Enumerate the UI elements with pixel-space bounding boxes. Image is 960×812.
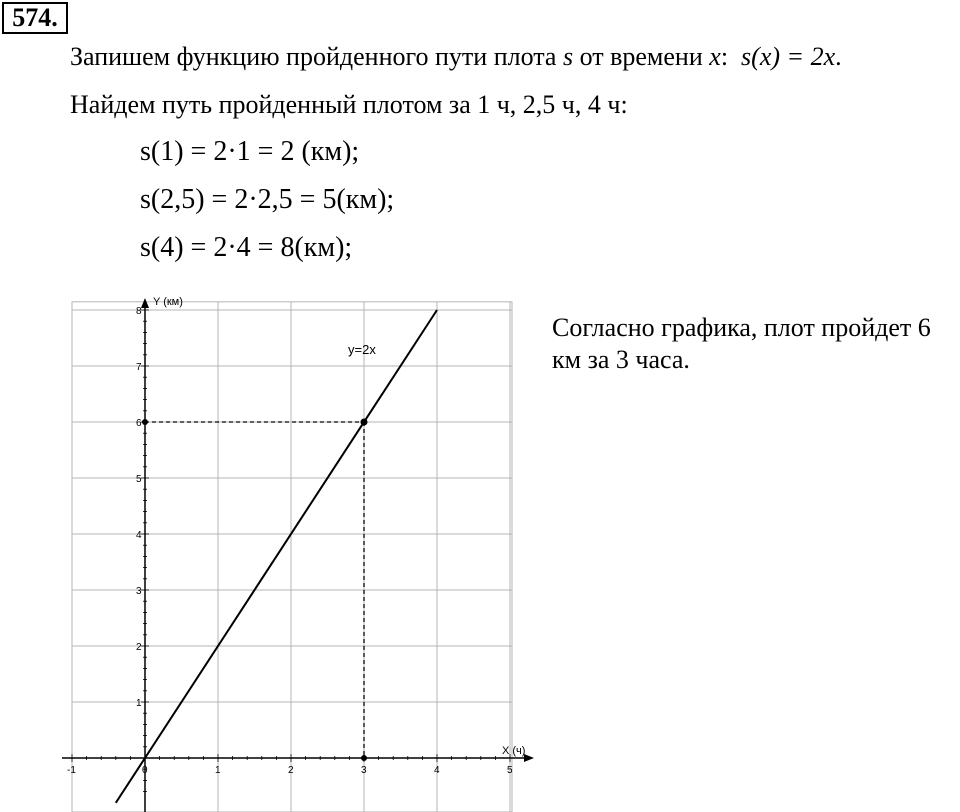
intro-middle: от времени: [573, 42, 710, 71]
axis-point: [142, 419, 148, 425]
y-tick-label: 4: [136, 530, 142, 541]
intro-colon: :: [720, 42, 729, 71]
intro-end: .: [835, 42, 842, 71]
axis-point: [361, 755, 367, 761]
equation-3: s(4) = 2·4 = 8(км);: [140, 232, 353, 263]
x-axis-arrow: [524, 754, 534, 762]
y-tick-label: 2: [136, 642, 142, 653]
intro-line: [70, 42, 842, 72]
conclusion-text: Согласно графика, плот пройдет 6 км за 3 часа.: [552, 313, 931, 374]
highlight-point: [361, 419, 368, 426]
y-tick-label: 3: [136, 586, 142, 597]
y-axis-arrow: [141, 298, 149, 308]
x-tick-label: 2: [288, 765, 294, 776]
intro-var-s: s: [562, 42, 574, 71]
series-line: [116, 310, 437, 803]
x-tick-label: 4: [434, 765, 440, 776]
grid-frame: [72, 302, 512, 812]
y-tick-label: 1: [136, 698, 142, 709]
line-label: y=2x: [348, 342, 376, 357]
y-tick-label: 6: [136, 418, 142, 429]
x-tick-label: -1: [67, 765, 76, 776]
x-axis-label: X (ч): [502, 745, 526, 757]
equation-1: s(1) = 2·1 = 2 (км);: [140, 136, 360, 167]
x-tick-label: 1: [215, 765, 221, 776]
intro-prefix: Запишем функцию пройденного пути плота: [70, 42, 563, 71]
y-tick-label: 7: [136, 362, 142, 373]
y-axis-label: Y (км): [153, 296, 183, 308]
intro-var-x: x: [709, 42, 721, 71]
y-tick-label: 5: [136, 474, 142, 485]
y-tick-label: 8: [136, 306, 142, 317]
problem-number: 574.: [2, 2, 68, 34]
intro-formula: s(x) = 2x: [741, 42, 836, 71]
function-graph: [0, 290, 550, 812]
x-tick-label: 3: [361, 765, 367, 776]
equation-2: s(2,5) = 2·2,5 = 5(км);: [140, 184, 395, 215]
task-line: Найдем путь пройденный плотом за 1 ч, 2,5 ч, 4 ч:: [70, 90, 628, 119]
x-tick-label: 0: [142, 765, 148, 776]
x-tick-label: 5: [507, 765, 513, 776]
